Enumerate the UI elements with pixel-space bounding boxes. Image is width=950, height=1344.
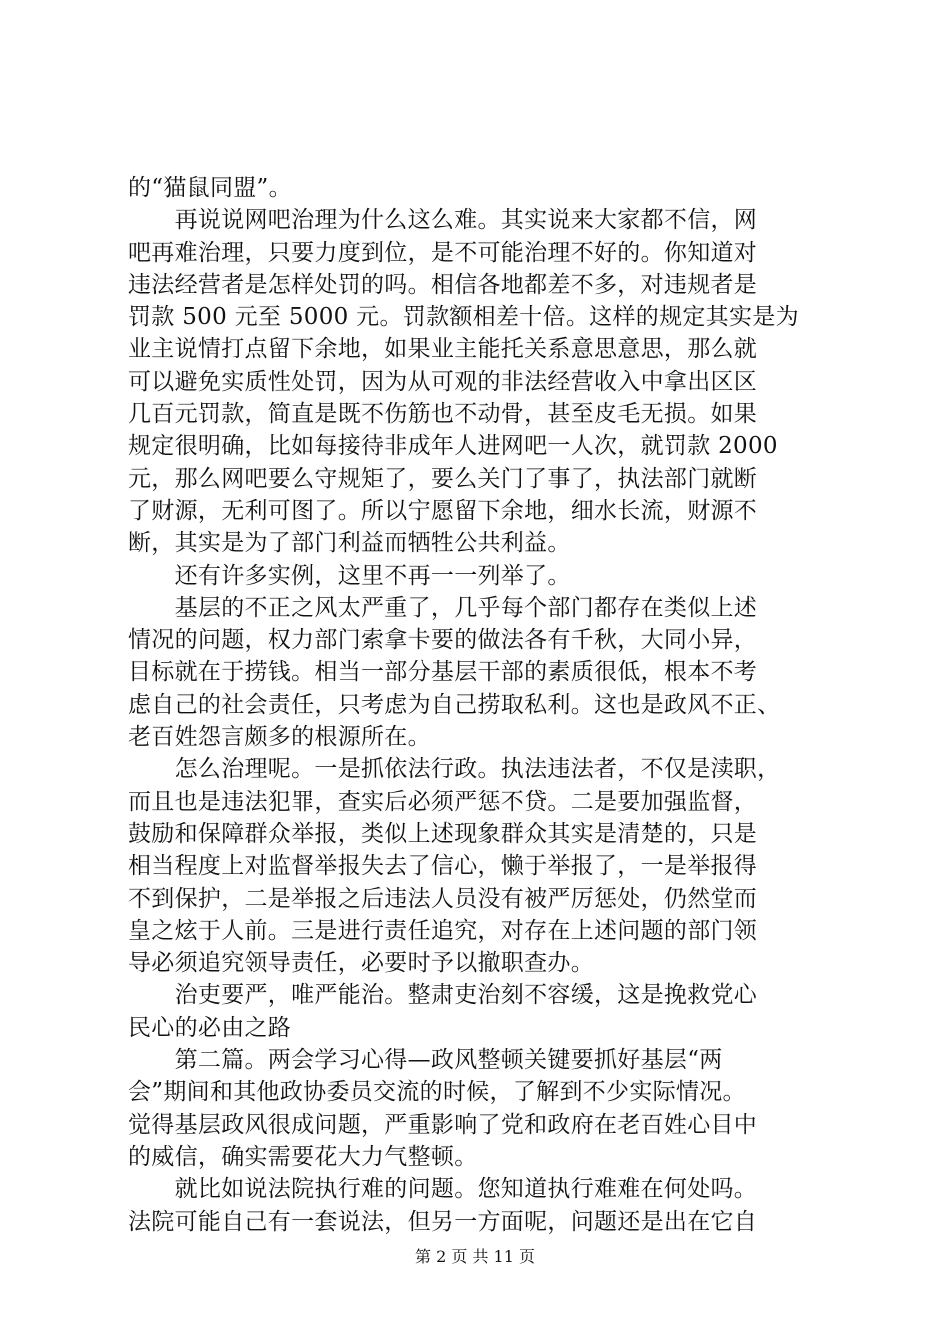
text-line: 不到保护，二是举报之后违法人员没有被严厉惩处，仍然堂而 (128, 885, 758, 912)
text-line: 民心的必由之路 (128, 1014, 292, 1041)
text-line: 再说说网吧治理为什么这么难。其实说来大家都不信，网 (128, 207, 758, 234)
text-line: 治吏要严，唯严能治。整肃吏治刻不容缓，这是挽救党心 (128, 982, 758, 1009)
text-line: 怎么治理呢。一是抓依法行政。执法违法者，不仅是渎职， (128, 756, 781, 783)
text-line: 可以避免实质性处罚，因为从可观的非法经营收入中拿出区区 (128, 368, 758, 395)
text-line: 的“猫鼠同盟”。 (128, 175, 292, 201)
text-line: 元，那么网吧要么守规矩了，要么关门了事了，执法部门就断 (128, 465, 758, 492)
text-line: 相当程度上对监督举报失去了信心，懒于举报了，一是举报得 (128, 853, 758, 880)
text-line: 了财源，无利可图了。所以宁愿留下余地，细水长流，财源不 (128, 497, 758, 524)
text-line: 几百元罚款，简直是既不伤筋也不动骨，甚至皮毛无损。如果 (128, 401, 758, 428)
text-line: 目标就在于捞钱。相当一部分基层干部的素质很低，根本不考 (128, 659, 758, 686)
text-line: 老百姓怨言颇多的根源所在。 (128, 724, 431, 751)
text-line: 业主说情打点留下余地，如果业主能托关系意思意思，那么就 (128, 336, 758, 363)
text-line: 皇之炫于人前。三是进行责任追究，对存在上述问题的部门领 (128, 917, 758, 944)
text-line: 的威信，确实需要花大力气整顿。 (128, 1143, 478, 1170)
text-line: 罚款 500 元至 5000 元。罚款额相差十倍。这样的规定其实是为 (128, 304, 799, 331)
page-footer: 第 2 页 共 11 页 (415, 1247, 535, 1266)
text-line: 导必须追究领导责任，必要时予以撤职查办。 (128, 950, 594, 977)
text-line: 基层的不正之风太严重了，几乎每个部门都存在类似上述 (128, 594, 758, 621)
text-line: 第二篇。两会学习心得—政风整顿关键要抓好基层“两 (128, 1047, 723, 1074)
text-line: 规定很明确，比如每接待非成年人进网吧一人次，就罚款 2000 (128, 433, 778, 460)
text-line: 虑自己的社会责任，只考虑为自己捞取私利。这也是政风不正、 (128, 691, 781, 718)
text-line: 法院可能自己有一套说法，但另一方面呢，问题还是出在它自 (128, 1208, 758, 1235)
text-line: 觉得基层政风很成问题，严重影响了党和政府在老百姓心目中 (128, 1111, 758, 1138)
text-line: 吧再难治理，只要力度到位，是不可能治理不好的。你知道对 (128, 239, 758, 266)
text-line: 鼓励和保障群众举报，类似上述现象群众其实是清楚的，只是 (128, 820, 758, 847)
text-line: 会”期间和其他政协委员交流的时候，了解到不少实际情况。 (128, 1079, 746, 1106)
text-line: 断，其实是为了部门利益而牺牲公共利益。 (128, 530, 571, 557)
text-line: 就比如说法院执行难的问题。您知道执行难难在何处吗。 (128, 1176, 758, 1203)
text-line: 而且也是违法犯罪，查实后必须严惩不贷。二是要加强监督， (128, 788, 758, 815)
document-body (128, 172, 830, 1238)
text-line: 情况的问题，权力部门索拿卡要的做法各有千秋，大同小异， (128, 627, 758, 654)
text-line: 违法经营者是怎样处罚的吗。相信各地都差不多，对违规者是 (128, 271, 758, 298)
text-line: 还有许多实例，这里不再一一列举了。 (128, 562, 571, 589)
